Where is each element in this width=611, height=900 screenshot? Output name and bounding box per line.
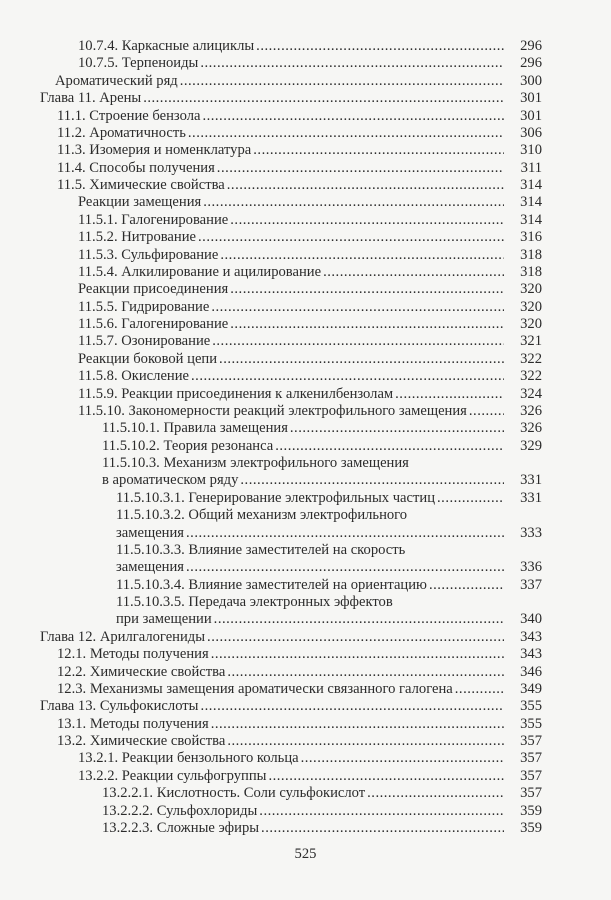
toc-entry-page: 346	[520, 663, 542, 680]
toc-entry-page: 322	[520, 368, 542, 385]
toc-entry	[40, 420, 542, 437]
toc-entry	[40, 490, 542, 507]
dot-leader	[395, 386, 504, 403]
toc-entry-page: 336	[520, 559, 542, 576]
toc-entry-title: Глава 12. Арилгалогениды	[40, 628, 206, 645]
toc-entry-page: 359	[520, 802, 542, 819]
dot-leader	[211, 716, 504, 733]
toc-entry-title: Ароматический ряд	[55, 72, 178, 89]
dot-leader	[261, 820, 504, 837]
toc-entry-title-continued: замещения	[116, 524, 185, 541]
toc-entry-line	[40, 542, 542, 559]
toc-entry-line	[40, 594, 542, 611]
toc-entry	[40, 750, 542, 767]
table-of-contents	[40, 38, 542, 837]
toc-entry-title: 11.4. Способы получения	[57, 159, 215, 176]
toc-entry-page: 296	[520, 38, 542, 54]
toc-entry-page: 314	[520, 211, 542, 228]
toc-entry-title: 13.2.2.3. Сложные эфиры	[102, 819, 260, 836]
toc-entry-page: 331	[520, 489, 542, 506]
toc-entry-page: 355	[520, 715, 542, 732]
toc-entry-title: 10.7.5. Терпеноиды	[78, 55, 199, 72]
toc-entry-title: 13.2.1. Реакции бензольного кольца	[78, 750, 299, 767]
toc-entry-page: 296	[520, 55, 542, 72]
toc-entry-title: 12.3. Механизмы замещения ароматически связанного галогена	[57, 680, 453, 697]
toc-entry-title: 11.5.10.3.5. Передача электронных эффектов	[116, 594, 393, 610]
toc-entry-title: 11.5.10.3.4. Влияние заместителей на ориентацию	[116, 576, 427, 593]
toc-entry-page: 357	[520, 733, 542, 749]
toc-entry-title-continued: замещения	[116, 559, 185, 576]
toc-entry	[40, 803, 542, 820]
toc-entry-title: 11.5.5. Гидрирование	[78, 298, 210, 315]
toc-entry-page: 359	[520, 819, 542, 836]
dot-leader	[268, 768, 504, 785]
dot-leader	[211, 646, 504, 663]
toc-entry	[40, 733, 542, 750]
toc-entry	[40, 160, 542, 177]
toc-entry-page: 333	[520, 524, 542, 541]
toc-entry-page: 314	[520, 194, 542, 211]
dot-leader	[202, 108, 504, 125]
toc-entry-line	[40, 472, 542, 489]
dot-leader	[143, 90, 504, 107]
toc-entry	[40, 785, 542, 802]
toc-entry-page: 355	[520, 698, 542, 715]
dot-leader	[227, 664, 504, 681]
toc-entry-title: Реакции замещения	[78, 194, 202, 211]
toc-entry-page: 343	[520, 646, 542, 663]
toc-entry-page: 357	[520, 767, 542, 784]
toc-entry-page: 349	[520, 680, 542, 697]
toc-entry-page: 320	[520, 316, 542, 332]
toc-entry-line	[40, 611, 542, 628]
toc-entry-page: 318	[520, 246, 542, 263]
toc-entry	[40, 664, 542, 681]
dot-leader	[230, 316, 504, 333]
toc-entry-title: 11.5.2. Нитрование	[78, 229, 197, 246]
toc-entry-line	[40, 507, 542, 524]
toc-entry-page: 320	[520, 281, 542, 298]
toc-entry-title: 11.2. Ароматичность	[57, 124, 186, 141]
dot-leader	[207, 629, 504, 646]
dot-leader	[256, 38, 504, 55]
toc-entry-line	[40, 559, 542, 576]
toc-entry-title: 13.2. Химические свойства	[57, 733, 226, 749]
dot-leader	[220, 247, 504, 264]
dot-leader	[437, 490, 504, 507]
toc-entry	[40, 38, 542, 55]
toc-entry-title: 11.5.7. Озонирование	[78, 333, 211, 350]
dot-leader	[217, 160, 504, 177]
toc-entry-page: 321	[520, 333, 542, 350]
toc-entry-title: 11.3. Изомерия и номенклатура	[57, 142, 252, 159]
toc-entry	[40, 142, 542, 159]
dot-leader	[191, 368, 504, 385]
toc-entry-title: 13.2.2.1. Кислотность. Соли сульфокислот	[102, 785, 366, 802]
toc-entry-title: 11.5.10.3.3. Влияние заместителей на скорость	[116, 541, 406, 558]
dot-leader	[200, 55, 504, 72]
dot-leader	[429, 577, 504, 594]
dot-leader	[227, 177, 504, 194]
toc-entry	[40, 403, 542, 420]
toc-entry	[40, 73, 542, 90]
toc-entry	[40, 577, 542, 594]
toc-entry-page: 337	[520, 576, 542, 593]
toc-entry	[40, 177, 542, 194]
dot-leader	[200, 698, 504, 715]
toc-entry	[40, 90, 542, 107]
toc-entry-title: Глава 11. Арены	[40, 90, 142, 107]
toc-entry-title: Реакции присоединения	[78, 281, 229, 298]
toc-entry-title: 13.1. Методы получения	[57, 715, 209, 732]
toc-entry-page: 326	[520, 402, 542, 419]
toc-entry	[40, 194, 542, 211]
toc-entry	[40, 247, 542, 264]
toc-entry-page: 311	[520, 159, 542, 176]
toc-entry-title: 10.7.4. Каркасные алициклы	[78, 38, 255, 54]
toc-entry-page: 322	[520, 350, 542, 367]
toc-entry-page: 301	[520, 107, 542, 124]
dot-leader	[214, 611, 504, 628]
dot-leader	[301, 750, 504, 767]
toc-entry	[40, 629, 542, 646]
toc-entry	[40, 125, 542, 142]
toc-entry-page: 320	[520, 298, 542, 315]
toc-entry-page: 357	[520, 750, 542, 767]
toc-entry-title: 11.5.10.3.2. Общий механизм электрофильного	[116, 507, 408, 524]
dot-leader	[275, 438, 504, 455]
toc-entry	[40, 351, 542, 368]
toc-entry	[40, 108, 542, 125]
toc-entry-title: 11.5. Химические свойства	[57, 177, 225, 193]
page-number: 525	[294, 846, 317, 862]
dot-leader	[212, 333, 504, 350]
toc-entry-title: 11.5.6. Галогенирование	[78, 316, 229, 332]
toc-entry	[40, 55, 542, 72]
dot-leader	[259, 803, 504, 820]
dot-leader	[227, 733, 504, 750]
dot-leader	[186, 525, 504, 542]
dot-leader	[323, 264, 504, 281]
toc-entry-title: Глава 13. Сульфокислоты	[40, 698, 199, 715]
toc-entry-page: 316	[520, 229, 542, 246]
toc-entry	[40, 820, 542, 837]
toc-entry-page: 329	[520, 437, 542, 454]
toc-entry	[40, 368, 542, 385]
toc-entry-line	[40, 455, 542, 472]
toc-entry-page: 300	[520, 72, 542, 89]
toc-entry-title: 11.5.4. Алкилирование и ацилирование	[78, 263, 322, 280]
toc-entry-title: Реакции боковой цепи	[78, 350, 218, 367]
toc-entry	[40, 264, 542, 281]
toc-entry-title: 11.5.9. Реакции присоединения к алкенилбензолам	[78, 385, 394, 402]
toc-entry-title-continued: при замещении	[116, 611, 212, 628]
toc-entry-page: 324	[520, 385, 542, 402]
toc-entry-title: 11.5.10.3. Механизм электрофильного замещения	[102, 455, 409, 471]
toc-entry-title: 11.5.10.3.1. Генерирование электрофильных частиц	[116, 489, 436, 506]
toc-entry-page: 343	[520, 628, 542, 645]
toc-entry-title: 13.2.2.2. Сульфохлориды	[102, 802, 258, 819]
toc-entry-title: 11.5.10.1. Правила замещения	[102, 420, 288, 437]
toc-entry	[40, 299, 542, 316]
toc-entry-page: 331	[520, 472, 542, 489]
toc-entry-title: 13.2.2. Реакции сульфогруппы	[78, 767, 267, 784]
toc-entry	[40, 316, 542, 333]
toc-entry	[40, 646, 542, 663]
toc-entry	[40, 438, 542, 455]
toc-entry	[40, 229, 542, 246]
toc-entry	[40, 386, 542, 403]
toc-entry-page: 326	[520, 420, 542, 437]
toc-entry-line	[40, 525, 542, 542]
toc-entry-title: 11.5.3. Сульфирование	[78, 246, 219, 263]
dot-leader	[469, 403, 504, 420]
dot-leader	[211, 299, 504, 316]
toc-entry	[40, 698, 542, 715]
dot-leader	[203, 194, 504, 211]
toc-entry	[40, 768, 542, 785]
toc-entry-page: 340	[520, 611, 542, 628]
toc-entry-title: 12.2. Химические свойства	[57, 663, 226, 680]
toc-entry-title-continued: в ароматическом ряду	[102, 472, 239, 489]
toc-entry-title: 11.5.10. Закономерности реакций электрофильного замещения	[78, 402, 467, 419]
toc-entry-title: 11.5.1. Галогенирование	[78, 211, 229, 228]
dot-leader	[253, 142, 504, 159]
dot-leader	[198, 229, 504, 246]
dot-leader	[367, 785, 504, 802]
toc-entry-page: 306	[520, 124, 542, 141]
toc-entry-page: 318	[520, 263, 542, 280]
dot-leader	[240, 472, 504, 489]
dot-leader	[230, 212, 504, 229]
toc-entry	[40, 333, 542, 350]
toc-entry	[40, 681, 542, 698]
toc-entry	[40, 716, 542, 733]
dot-leader	[230, 281, 504, 298]
toc-entry-title: 11.1. Строение бензола	[57, 107, 201, 124]
toc-entry-title: 12.1. Методы получения	[57, 646, 209, 663]
dot-leader	[219, 351, 504, 368]
toc-entry-page: 314	[520, 177, 542, 193]
dot-leader	[290, 420, 504, 437]
toc-entry	[40, 281, 542, 298]
dot-leader	[186, 559, 504, 576]
toc-entry-page: 357	[520, 785, 542, 802]
toc-entry-page: 301	[520, 90, 542, 107]
toc-entry-title: 11.5.8. Окисление	[78, 368, 190, 385]
dot-leader	[180, 73, 504, 90]
toc-entry-page: 310	[520, 142, 542, 159]
dot-leader	[455, 681, 504, 698]
toc-entry	[40, 212, 542, 229]
dot-leader	[188, 125, 504, 142]
toc-entry-title: 11.5.10.2. Теория резонанса	[102, 437, 274, 454]
